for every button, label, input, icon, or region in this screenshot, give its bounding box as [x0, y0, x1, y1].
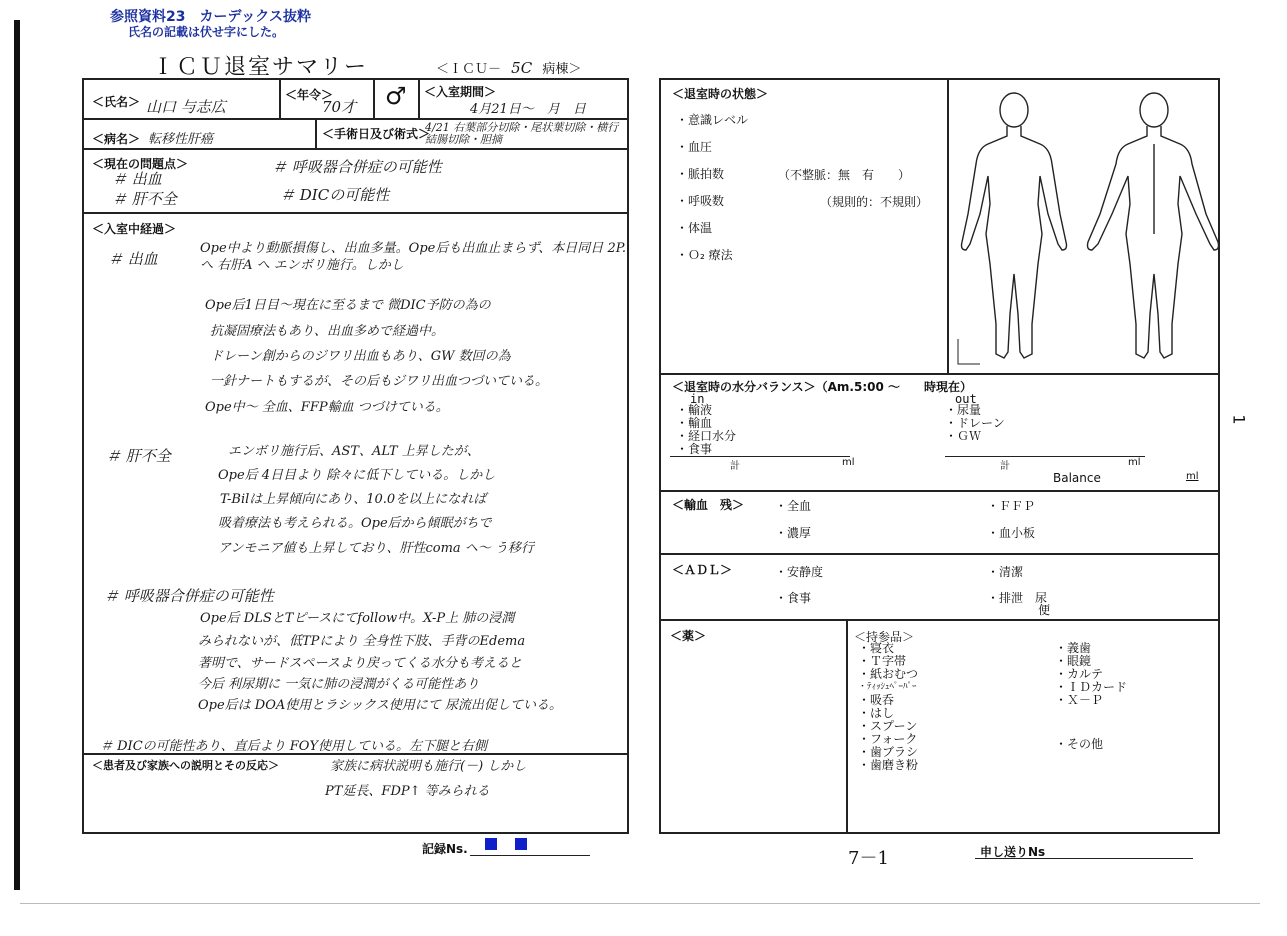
adl-item: ・排泄 尿 [987, 591, 1048, 605]
problem-item: ＃ 肝不全 [112, 190, 177, 208]
in-total-unit: ml [842, 457, 855, 468]
out-total-unit: ml [1128, 457, 1141, 468]
belonging-item: ・紙おむつ [858, 667, 919, 681]
reference-title: 参照資料23 カーデックス抜粋 [110, 9, 312, 25]
water-out-label: out [955, 392, 977, 406]
belonging-item: ・カルテ [1055, 667, 1104, 681]
belonging-item: ・ﾃｨｯｼｭﾍﾟｰﾊﾟｰ [858, 682, 917, 692]
reference-note: 氏名の記載は伏せ字にした。 [128, 25, 285, 39]
medicine-label: ＜薬＞ [670, 629, 707, 643]
course-line: Ope中～ 全血、FFP輸血 つづけている。 [205, 400, 449, 415]
water-balance-label: ＜退室時の水分バランス＞（Am.5:00 ～ 時現在） [672, 380, 973, 394]
water-out-list [945, 404, 1005, 443]
ward-value: 5C [511, 59, 533, 77]
side-number: 1 [1229, 414, 1249, 425]
belonging-item: ・Ｔ字帯 [858, 654, 907, 668]
name-value: 山口 与志広 [146, 98, 226, 116]
problems-label: ＜現在の問題点＞ [92, 157, 189, 171]
explain-line: PT延長、FDP↑ 等みられる [325, 784, 490, 799]
adl-item: ・安静度 [775, 565, 824, 579]
age-value: 70才 [322, 98, 357, 116]
course-line: Ope后は DOA使用とラシックス使用にて 尿流出促している。 [198, 698, 563, 713]
document-title: ＩＣＵ退室サマリー [152, 55, 369, 80]
page-number: 7－1 [848, 848, 889, 869]
course-line: 抗凝固療法もあり、出血多めで経過中。 [210, 324, 445, 339]
balance-unit: ml [1186, 471, 1199, 482]
adl-item: ・食事 [775, 591, 812, 605]
water-in-label: in [690, 392, 705, 406]
course-line: ドレーン創からのジワリ出血もあり、GW 数回の為 [210, 349, 511, 364]
in-total-label: 計 [730, 461, 740, 472]
course-heading: ＃ 肝不全 [106, 447, 171, 465]
belonging-item: ・歯磨き粉 [858, 758, 919, 772]
state-item: ・意識レベル [676, 113, 749, 127]
admit-value: 4月21日～ 月 日 [470, 102, 586, 117]
water-out-item: ・ＧＷ [945, 429, 982, 443]
belonging-item: ・Ｘ－Ｐ [1055, 693, 1104, 707]
transfusion-item: ・血小板 [987, 526, 1036, 540]
adl-item: ・清潔 [987, 565, 1024, 579]
transfusion-item: ・ＦＦＰ [987, 499, 1036, 513]
explain-label: ＜患者及び家族への説明とその反応＞ [92, 759, 279, 772]
course-line: 吸着療法も考えられる。Ope后から傾眠がちで [218, 516, 492, 531]
course-line: エンボリ施行后、AST、ALT 上昇したが、 [228, 444, 480, 459]
course-label: ＜入室中経過＞ [92, 222, 177, 236]
problem-item: ＃ DICの可能性 [280, 186, 390, 204]
course-heading: ＃ 呼吸器合併症の可能性 [104, 587, 274, 605]
belongings-left-list [858, 642, 918, 772]
ward-suffix: 病棟＞ [542, 62, 582, 77]
ward-label [436, 58, 581, 77]
pulse-note: （不整脈：無 有 ） [778, 168, 911, 182]
body-diagram [950, 84, 1218, 370]
course-line: アンモニア値も上昇しており、肝性coma ヘ～ う移行 [218, 541, 534, 556]
adl-label: ＜ＡＤＬ＞ [672, 563, 733, 577]
water-in-item: ・経口水分 [676, 429, 737, 443]
belonging-item: ・フォーク [858, 732, 918, 746]
state-item: ・呼吸数 [676, 194, 725, 208]
disease-value: 転移性肝癌 [148, 132, 214, 147]
surgery-label: ＜手術日及び術式＞ [322, 127, 431, 141]
age-label: ＜年令＞ [285, 88, 334, 102]
course-line: みられないが、低TPにより 全身性下肢、手背のEdema [198, 634, 526, 649]
handover-ns-label: 申し送りNs [980, 845, 1046, 859]
course-heading: ＃ 出血 [108, 250, 158, 268]
water-in-item: ・輸血 [676, 416, 713, 430]
adl-item: 便 [1038, 603, 1051, 617]
belonging-item: ・はし [858, 706, 895, 720]
state-item: ・Ｏ₂ 療法 [676, 248, 733, 262]
water-in-item: ・食事 [676, 442, 713, 456]
course-line: Ope中より動脈損傷し、出血多量。Ope后も出血止まらず、本日同日 2P.へ 右肝A へ エンボリ施行。しかし [200, 241, 626, 273]
belonging-item: ・ＩＤカード [1055, 680, 1128, 694]
balance-label: Balance [1053, 471, 1101, 485]
water-in-list [676, 404, 736, 456]
state-item: ・体温 [676, 221, 713, 235]
course-line: 一針ナートもするが、その后もジワリ出血つづいている。 [210, 374, 549, 389]
course-line: T-Bilは上昇傾向にあり、10.0を以上になれば [220, 492, 487, 507]
transfusion-item: ・全血 [775, 499, 812, 513]
course-line: Ope后 DLSとTピースにてfollow中。X-P上 肺の浸潤 [200, 611, 515, 626]
out-total-label: 計 [1000, 461, 1010, 472]
belonging-item: ・眼鏡 [1055, 654, 1092, 668]
transfusion-item: ・濃厚 [775, 526, 812, 540]
belongings-label: ＜持参品＞ [854, 630, 915, 644]
water-out-item: ・尿量 [945, 403, 982, 417]
state-label: ＜退室時の状態＞ [672, 87, 769, 101]
problem-item: ＃ 出血 [112, 170, 162, 188]
record-ns-label: 記録Ns. [422, 842, 468, 856]
course-line: Ope后1日目～現在に至るまで 微DIC予防の為の [205, 298, 491, 313]
water-in-item: ・輸液 [676, 403, 713, 417]
record-mark [515, 838, 527, 850]
resp-note: （規則的：不規則） [820, 195, 929, 209]
state-item: ・血圧 [676, 140, 713, 154]
belonging-item: ・スプーン [858, 719, 918, 733]
belonging-item: ・歯ブラシ [858, 745, 919, 759]
course-line: 今后 利尿期に 一気に肺の浸潤がくる可能性あり [198, 677, 480, 692]
explain-line: 家族に病状説明も施行(－) しかし [330, 759, 527, 774]
record-mark [485, 838, 497, 850]
course-heading: ＃ DICの可能性あり、直后より FOY使用している。左下腿と右側 [100, 739, 488, 754]
sex-symbol: ♂ [385, 82, 407, 110]
belonging-other: ・その他 [1055, 737, 1104, 751]
belongings-right-list [1055, 642, 1127, 707]
water-out-item: ・ドレーン [945, 416, 1005, 430]
disease-label: ＜病名＞ [92, 132, 141, 146]
course-line: Ope后 4日目より 除々に低下している。しかし [218, 468, 496, 483]
course-line: 著明で、サードスペースより戻ってくる水分も考えると [198, 656, 522, 671]
surgery-value: 4/21 右葉部分切除・尾状葉切除・横行結腸切除・胆摘 [425, 121, 619, 146]
transfusion-label: ＜輸血 残＞ [672, 498, 745, 512]
name-label: ＜氏名＞ [92, 95, 141, 109]
belonging-item: ・義歯 [1055, 641, 1092, 655]
state-item: ・脈拍数 [676, 167, 725, 181]
ward-prefix: ＜ＩＣＵ－ [436, 62, 502, 77]
belonging-item: ・寝衣 [858, 641, 895, 655]
binding-edge [14, 20, 20, 890]
belonging-item: ・吸呑 [858, 693, 895, 707]
admit-label: ＜入室期間＞ [424, 85, 497, 99]
problem-item: ＃ 呼吸器合併症の可能性 [272, 158, 442, 176]
